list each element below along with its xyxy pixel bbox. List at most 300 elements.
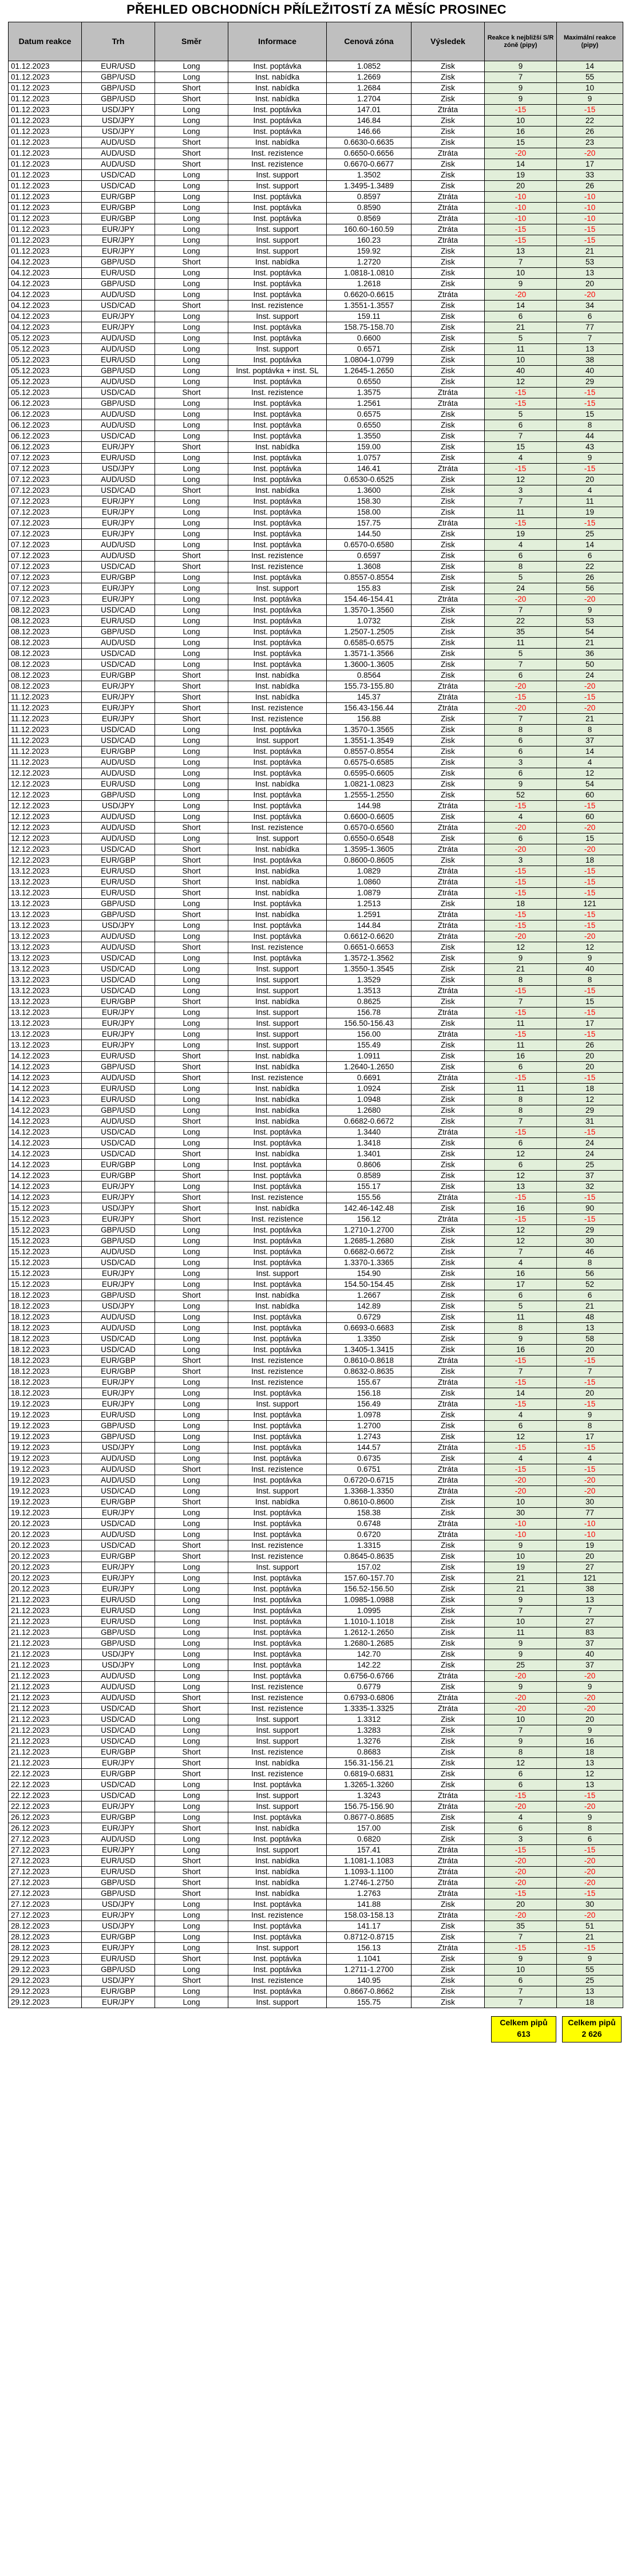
cell-price: 142.70 <box>327 1649 412 1660</box>
cell-pips: -15 <box>485 235 557 246</box>
cell-direction: Long <box>155 1682 228 1693</box>
cell-pips: -20 <box>485 1878 557 1888</box>
cell-date: 08.12.2023 <box>9 670 82 681</box>
table-row <box>9 910 623 920</box>
cell-date: 18.12.2023 <box>9 1388 82 1399</box>
table-row <box>9 1704 623 1714</box>
cell-pips: 6 <box>485 1290 557 1301</box>
cell-info: Inst. poptávka <box>228 398 327 409</box>
cell-price: 0.6600 <box>327 333 412 344</box>
cell-direction: Long <box>155 1236 228 1247</box>
table-row <box>9 61 623 72</box>
table-row <box>9 844 623 855</box>
table-row <box>9 659 623 670</box>
cell-price: 142.46-142.48 <box>327 1203 412 1214</box>
cell-info: Inst. nabídka <box>228 1116 327 1127</box>
cell-market: USD/CAD <box>82 605 155 616</box>
cell-result: Ztráta <box>412 888 485 899</box>
cell-max: -15 <box>557 1464 623 1475</box>
cell-result: Zisk <box>412 485 485 496</box>
cell-pips: 9 <box>485 1954 557 1965</box>
cell-info: Inst. poptávka <box>228 333 327 344</box>
cell-date: 14.12.2023 <box>9 1051 82 1062</box>
cell-pips: 12 <box>485 1432 557 1443</box>
cell-price: 144.50 <box>327 529 412 540</box>
cell-result: Zisk <box>412 899 485 910</box>
cell-price: 142.89 <box>327 1301 412 1312</box>
cell-max: 19 <box>557 507 623 518</box>
cell-pips: 9 <box>485 1736 557 1747</box>
table-row <box>9 1834 623 1845</box>
cell-direction: Long <box>155 322 228 333</box>
cell-direction: Short <box>155 1356 228 1366</box>
table-row <box>9 1236 623 1247</box>
cell-result: Zisk <box>412 1203 485 1214</box>
cell-max: 83 <box>557 1627 623 1638</box>
cell-market: AUD/USD <box>82 1116 155 1127</box>
cell-info: Inst. poptávka <box>228 518 327 529</box>
cell-price: 146.41 <box>327 464 412 475</box>
cell-direction: Short <box>155 888 228 899</box>
cell-result: Ztráta <box>412 1464 485 1475</box>
cell-price: 0.8667-0.8662 <box>327 1986 412 1997</box>
cell-result: Zisk <box>412 507 485 518</box>
cell-price: 1.0821-1.0823 <box>327 779 412 790</box>
cell-date: 12.12.2023 <box>9 812 82 823</box>
cell-max: -15 <box>557 1356 623 1366</box>
cell-price: 1.3335-1.3325 <box>327 1704 412 1714</box>
cell-date: 21.12.2023 <box>9 1671 82 1682</box>
cell-direction: Long <box>155 72 228 83</box>
cell-result: Zisk <box>412 1725 485 1736</box>
cell-pips: 5 <box>485 572 557 583</box>
table-row <box>9 855 623 866</box>
cell-info: Inst. nabídka <box>228 1062 327 1073</box>
cell-info: Inst. support <box>228 583 327 594</box>
cell-market: EUR/JPY <box>82 1573 155 1584</box>
cell-info: Inst. support <box>228 235 327 246</box>
cell-result: Ztráta <box>412 203 485 214</box>
cell-direction: Long <box>155 1029 228 1040</box>
cell-price: 1.3570-1.3560 <box>327 605 412 616</box>
cell-info: Inst. rezistence <box>228 1693 327 1704</box>
cell-max: 56 <box>557 1269 623 1279</box>
cell-market: GBP/USD <box>82 257 155 268</box>
cell-result: Ztráta <box>412 1867 485 1878</box>
cell-info: Inst. poptávka <box>228 790 327 801</box>
cell-result: Zisk <box>412 1334 485 1345</box>
cell-max: 7 <box>557 1606 623 1617</box>
cell-price: 156.49 <box>327 1399 412 1410</box>
cell-pips: 6 <box>485 1138 557 1149</box>
cell-market: EUR/JPY <box>82 1040 155 1051</box>
cell-date: 01.12.2023 <box>9 61 82 72</box>
cell-date: 12.12.2023 <box>9 833 82 844</box>
cell-max: -15 <box>557 1943 623 1954</box>
table-row <box>9 1149 623 1160</box>
header-date: Datum reakce <box>9 22 82 61</box>
table-row <box>9 1584 623 1595</box>
table-row <box>9 1747 623 1758</box>
cell-info: Inst. poptávka <box>228 61 327 72</box>
cell-pips: -20 <box>485 1867 557 1878</box>
cell-date: 20.12.2023 <box>9 1584 82 1595</box>
cell-direction: Long <box>155 986 228 997</box>
cell-pips: 24 <box>485 583 557 594</box>
cell-result: Ztráta <box>412 1443 485 1453</box>
cell-info: Inst. poptávka <box>228 920 327 931</box>
cell-pips: 9 <box>485 1649 557 1660</box>
cell-date: 04.12.2023 <box>9 322 82 333</box>
cell-market: EUR/JPY <box>82 1758 155 1769</box>
cell-pips: 11 <box>485 1084 557 1095</box>
cell-market: USD/CAD <box>82 181 155 192</box>
cell-direction: Long <box>155 311 228 322</box>
table-row <box>9 290 623 301</box>
cell-market: EUR/USD <box>82 779 155 790</box>
cell-max: 17 <box>557 1018 623 1029</box>
cell-result: Zisk <box>412 627 485 638</box>
table-row <box>9 420 623 431</box>
cell-date: 01.12.2023 <box>9 214 82 224</box>
cell-price: 1.2612-1.2650 <box>327 1627 412 1638</box>
cell-market: USD/CAD <box>82 659 155 670</box>
cell-result: Zisk <box>412 72 485 83</box>
cell-result: Zisk <box>412 127 485 137</box>
cell-max: 25 <box>557 529 623 540</box>
cell-price: 0.6612-0.6620 <box>327 931 412 942</box>
cell-direction: Long <box>155 507 228 518</box>
table-row <box>9 1388 623 1399</box>
cell-direction: Long <box>155 899 228 910</box>
table-row <box>9 703 623 714</box>
cell-date: 19.12.2023 <box>9 1410 82 1421</box>
cell-max: -10 <box>557 192 623 203</box>
cell-date: 07.12.2023 <box>9 540 82 551</box>
cell-direction: Long <box>155 224 228 235</box>
cell-pips: -15 <box>485 1888 557 1899</box>
cell-info: Inst. poptávka <box>228 355 327 366</box>
cell-market: GBP/USD <box>82 627 155 638</box>
table-row <box>9 1888 623 1899</box>
cell-date: 04.12.2023 <box>9 290 82 301</box>
cell-market: EUR/JPY <box>82 1801 155 1812</box>
cell-result: Zisk <box>412 812 485 823</box>
cell-price: 1.3608 <box>327 562 412 572</box>
cell-result: Zisk <box>412 1051 485 1062</box>
cell-date: 05.12.2023 <box>9 344 82 355</box>
cell-info: Inst. poptávka <box>228 1834 327 1845</box>
cell-info: Inst. support <box>228 1269 327 1279</box>
cell-date: 27.12.2023 <box>9 1910 82 1921</box>
cell-direction: Long <box>155 1486 228 1497</box>
cell-pips: -15 <box>485 1377 557 1388</box>
cell-pips: 8 <box>485 562 557 572</box>
cell-pips: -15 <box>485 1791 557 1801</box>
cell-direction: Long <box>155 290 228 301</box>
cell-date: 21.12.2023 <box>9 1714 82 1725</box>
cell-direction: Short <box>155 1878 228 1888</box>
cell-pips: -15 <box>485 692 557 703</box>
cell-max: 16 <box>557 1736 623 1747</box>
cell-info: Inst. poptávka <box>228 1432 327 1443</box>
cell-pips: 15 <box>485 442 557 453</box>
cell-pips: -15 <box>485 888 557 899</box>
cell-price: 158.30 <box>327 496 412 507</box>
cell-result: Zisk <box>412 1388 485 1399</box>
cell-date: 27.12.2023 <box>9 1899 82 1910</box>
cell-date: 05.12.2023 <box>9 388 82 398</box>
cell-price: 0.6600-0.6605 <box>327 812 412 823</box>
cell-direction: Long <box>155 1508 228 1519</box>
cell-result: Zisk <box>412 420 485 431</box>
cell-market: EUR/JPY <box>82 1910 155 1921</box>
cell-direction: Long <box>155 1584 228 1595</box>
cell-max: 37 <box>557 1660 623 1671</box>
table-row <box>9 594 623 605</box>
cell-pips: -20 <box>485 594 557 605</box>
table-row <box>9 246 623 257</box>
cell-pips: 5 <box>485 1301 557 1312</box>
cell-max: -10 <box>557 214 623 224</box>
cell-market: EUR/JPY <box>82 1269 155 1279</box>
table-row <box>9 1356 623 1366</box>
cell-price: 0.6793-0.6806 <box>327 1693 412 1704</box>
cell-pips: 21 <box>485 322 557 333</box>
cell-market: EUR/JPY <box>82 1823 155 1834</box>
cell-date: 07.12.2023 <box>9 572 82 583</box>
cell-direction: Long <box>155 540 228 551</box>
table-row <box>9 127 623 137</box>
cell-pips: -15 <box>485 518 557 529</box>
cell-market: EUR/JPY <box>82 1399 155 1410</box>
cell-date: 01.12.2023 <box>9 127 82 137</box>
cell-result: Zisk <box>412 181 485 192</box>
cell-info: Inst. poptávka <box>228 1573 327 1584</box>
cell-date: 07.12.2023 <box>9 475 82 485</box>
cell-date: 01.12.2023 <box>9 148 82 159</box>
cell-price: 0.6570-0.6560 <box>327 823 412 833</box>
cell-pips: -15 <box>485 920 557 931</box>
cell-max: 12 <box>557 768 623 779</box>
cell-price: 1.2746-1.2750 <box>327 1878 412 1888</box>
cell-price: 156.31-156.21 <box>327 1758 412 1769</box>
table-row <box>9 1192 623 1203</box>
cell-pips: 10 <box>485 268 557 279</box>
table-row <box>9 953 623 964</box>
cell-info: Inst. poptávka <box>228 1453 327 1464</box>
cell-direction: Long <box>155 355 228 366</box>
cell-date: 21.12.2023 <box>9 1649 82 1660</box>
table-row <box>9 1508 623 1519</box>
header-info: Informace <box>228 22 327 61</box>
cell-result: Zisk <box>412 1976 485 1986</box>
cell-info: Inst. rezistence <box>228 1192 327 1203</box>
cell-date: 14.12.2023 <box>9 1084 82 1095</box>
cell-price: 1.0852 <box>327 61 412 72</box>
cell-date: 13.12.2023 <box>9 1018 82 1029</box>
cell-max: 53 <box>557 616 623 627</box>
cell-info: Inst. poptávka <box>228 507 327 518</box>
cell-direction: Long <box>155 605 228 616</box>
cell-market: EUR/JPY <box>82 1997 155 2008</box>
cell-info: Inst. support <box>228 1997 327 2008</box>
cell-market: AUD/USD <box>82 1323 155 1334</box>
cell-info: Inst. poptávka <box>228 475 327 485</box>
cell-market: AUD/USD <box>82 833 155 844</box>
cell-info: Inst. poptávka <box>228 529 327 540</box>
cell-price: 1.2555-1.2550 <box>327 790 412 801</box>
cell-direction: Long <box>155 1649 228 1660</box>
cell-price: 0.6570-0.6580 <box>327 540 412 551</box>
cell-max: 25 <box>557 1160 623 1171</box>
cell-date: 21.12.2023 <box>9 1617 82 1627</box>
cell-market: AUD/USD <box>82 475 155 485</box>
cell-direction: Long <box>155 377 228 388</box>
cell-max: 21 <box>557 638 623 649</box>
cell-pips: 6 <box>485 736 557 746</box>
cell-market: AUD/USD <box>82 638 155 649</box>
cell-direction: Long <box>155 1660 228 1671</box>
cell-market: USD/JPY <box>82 801 155 812</box>
table-row <box>9 1334 623 1345</box>
table-row <box>9 1595 623 1606</box>
cell-market: AUD/USD <box>82 1312 155 1323</box>
cell-direction: Long <box>155 1910 228 1921</box>
cell-pips: 3 <box>485 485 557 496</box>
table-row <box>9 627 623 638</box>
cell-max: 20 <box>557 1051 623 1062</box>
cell-result: Zisk <box>412 442 485 453</box>
cell-max: 31 <box>557 1116 623 1127</box>
cell-price: 0.8590 <box>327 203 412 214</box>
cell-max: 24 <box>557 1149 623 1160</box>
cell-info: Inst. poptávka <box>228 659 327 670</box>
cell-date: 21.12.2023 <box>9 1682 82 1693</box>
cell-date: 07.12.2023 <box>9 562 82 572</box>
cell-max: 4 <box>557 485 623 496</box>
cell-pips: 6 <box>485 1062 557 1073</box>
cell-result: Ztráta <box>412 148 485 159</box>
cell-pips: 11 <box>485 344 557 355</box>
cell-max: 26 <box>557 127 623 137</box>
cell-price: 157.00 <box>327 1823 412 1834</box>
cell-market: EUR/JPY <box>82 1008 155 1018</box>
cell-max: 18 <box>557 855 623 866</box>
cell-pips: 35 <box>485 627 557 638</box>
cell-pips: 6 <box>485 311 557 322</box>
cell-info: Inst. poptávka <box>228 953 327 964</box>
cell-price: 1.1010-1.1018 <box>327 1617 412 1627</box>
table-row <box>9 116 623 127</box>
cell-pips: 10 <box>485 1714 557 1725</box>
cell-market: EUR/USD <box>82 1856 155 1867</box>
cell-market: EUR/JPY <box>82 681 155 692</box>
cell-date: 15.12.2023 <box>9 1279 82 1290</box>
cell-result: Ztráta <box>412 398 485 409</box>
cell-info: Inst. rezistence <box>228 714 327 725</box>
cell-market: AUD/USD <box>82 137 155 148</box>
cell-direction: Long <box>155 518 228 529</box>
cell-pips: 12 <box>485 1171 557 1182</box>
cell-market: GBP/USD <box>82 910 155 920</box>
cell-info: Inst. support <box>228 975 327 986</box>
cell-pips: -15 <box>485 1192 557 1203</box>
cell-price: 0.6530-0.6525 <box>327 475 412 485</box>
table-row <box>9 877 623 888</box>
cell-market: EUR/JPY <box>82 496 155 507</box>
cell-pips: 6 <box>485 551 557 562</box>
cell-direction: Long <box>155 1736 228 1747</box>
cell-info: Inst. rezistence <box>228 159 327 170</box>
cell-info: Inst. nabídka <box>228 1084 327 1095</box>
cell-result: Zisk <box>412 1682 485 1693</box>
cell-result: Zisk <box>412 344 485 355</box>
cell-info: Inst. nabídka <box>228 681 327 692</box>
cell-direction: Short <box>155 1366 228 1377</box>
cell-pips: 9 <box>485 1595 557 1606</box>
cell-price: 156.88 <box>327 714 412 725</box>
cell-price: 157.75 <box>327 518 412 529</box>
cell-price: 159.92 <box>327 246 412 257</box>
cell-direction: Short <box>155 1073 228 1084</box>
cell-result: Zisk <box>412 833 485 844</box>
table-row <box>9 1660 623 1671</box>
cell-info: Inst. poptávka + inst. SL <box>228 366 327 377</box>
cell-result: Ztráta <box>412 1671 485 1682</box>
cell-market: EUR/GBP <box>82 214 155 224</box>
cell-direction: Long <box>155 1780 228 1791</box>
cell-result: Ztráta <box>412 1475 485 1486</box>
cell-direction: Long <box>155 1377 228 1388</box>
cell-info: Inst. nabídka <box>228 1290 327 1301</box>
cell-date: 12.12.2023 <box>9 823 82 833</box>
cell-direction: Short <box>155 551 228 562</box>
cell-price: 1.2561 <box>327 398 412 409</box>
cell-pips: 7 <box>485 1247 557 1258</box>
cell-pips: -20 <box>485 1693 557 1704</box>
cell-pips: 6 <box>485 746 557 757</box>
cell-max: 27 <box>557 1617 623 1627</box>
cell-price: 155.83 <box>327 583 412 594</box>
cell-result: Zisk <box>412 159 485 170</box>
table-row <box>9 301 623 311</box>
cell-max: 20 <box>557 279 623 290</box>
table-row <box>9 757 623 768</box>
cell-market: USD/CAD <box>82 562 155 572</box>
cell-pips: 12 <box>485 1225 557 1236</box>
cell-direction: Long <box>155 725 228 736</box>
cell-market: AUD/USD <box>82 1475 155 1486</box>
table-row <box>9 1791 623 1801</box>
cell-market: AUD/USD <box>82 551 155 562</box>
table-row <box>9 1573 623 1584</box>
cell-max: -20 <box>557 1693 623 1704</box>
cell-price: 0.6650-0.6656 <box>327 148 412 159</box>
cell-market: USD/CAD <box>82 953 155 964</box>
cell-result: Zisk <box>412 670 485 681</box>
cell-pips: 13 <box>485 246 557 257</box>
cell-price: 0.6585-0.6575 <box>327 638 412 649</box>
cell-result: Zisk <box>412 746 485 757</box>
cell-info: Inst. poptávka <box>228 268 327 279</box>
cell-max: 20 <box>557 1714 623 1725</box>
cell-info: Inst. support <box>228 1791 327 1801</box>
cell-max: -15 <box>557 692 623 703</box>
cell-price: 144.98 <box>327 801 412 812</box>
cell-info: Inst. poptávka <box>228 1345 327 1356</box>
cell-max: 9 <box>557 453 623 464</box>
